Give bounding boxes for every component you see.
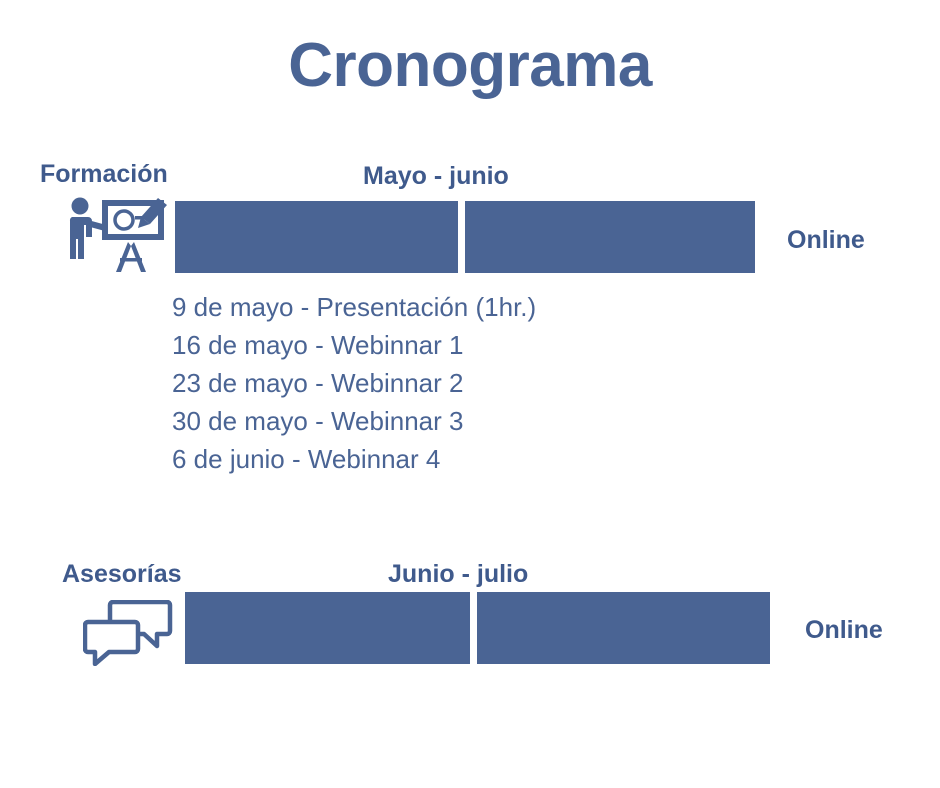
list-item: 16 de mayo - Webinnar 1: [172, 330, 464, 360]
section-label-asesorias: Asesorías: [62, 560, 182, 588]
section-mode-formacion: Online: [787, 226, 865, 254]
session-list-formacion: [172, 288, 536, 478]
section-period-asesorias: Junio - julio: [388, 560, 529, 588]
timeline-bar-divider: [470, 592, 477, 664]
timeline-bar-formacion: [175, 201, 755, 273]
list-item: 6 de junio - Webinnar 4: [172, 444, 441, 474]
speech-bubbles-icon: [83, 600, 173, 666]
section-mode-asesorias: Online: [805, 616, 883, 644]
section-period-formacion: Mayo - junio: [363, 162, 509, 190]
page-title: Cronograma: [288, 31, 652, 100]
timeline-bar-asesorias: [185, 592, 770, 664]
timeline-bar-divider: [458, 201, 465, 273]
list-item: 9 de mayo - Presentación (1hr.): [172, 292, 537, 322]
presenter-whiteboard-icon: [62, 196, 172, 278]
list-item: 30 de mayo - Webinnar 3: [172, 406, 464, 436]
section-label-formacion: Formación: [40, 160, 168, 188]
list-item: 23 de mayo - Webinnar 2: [172, 368, 464, 398]
